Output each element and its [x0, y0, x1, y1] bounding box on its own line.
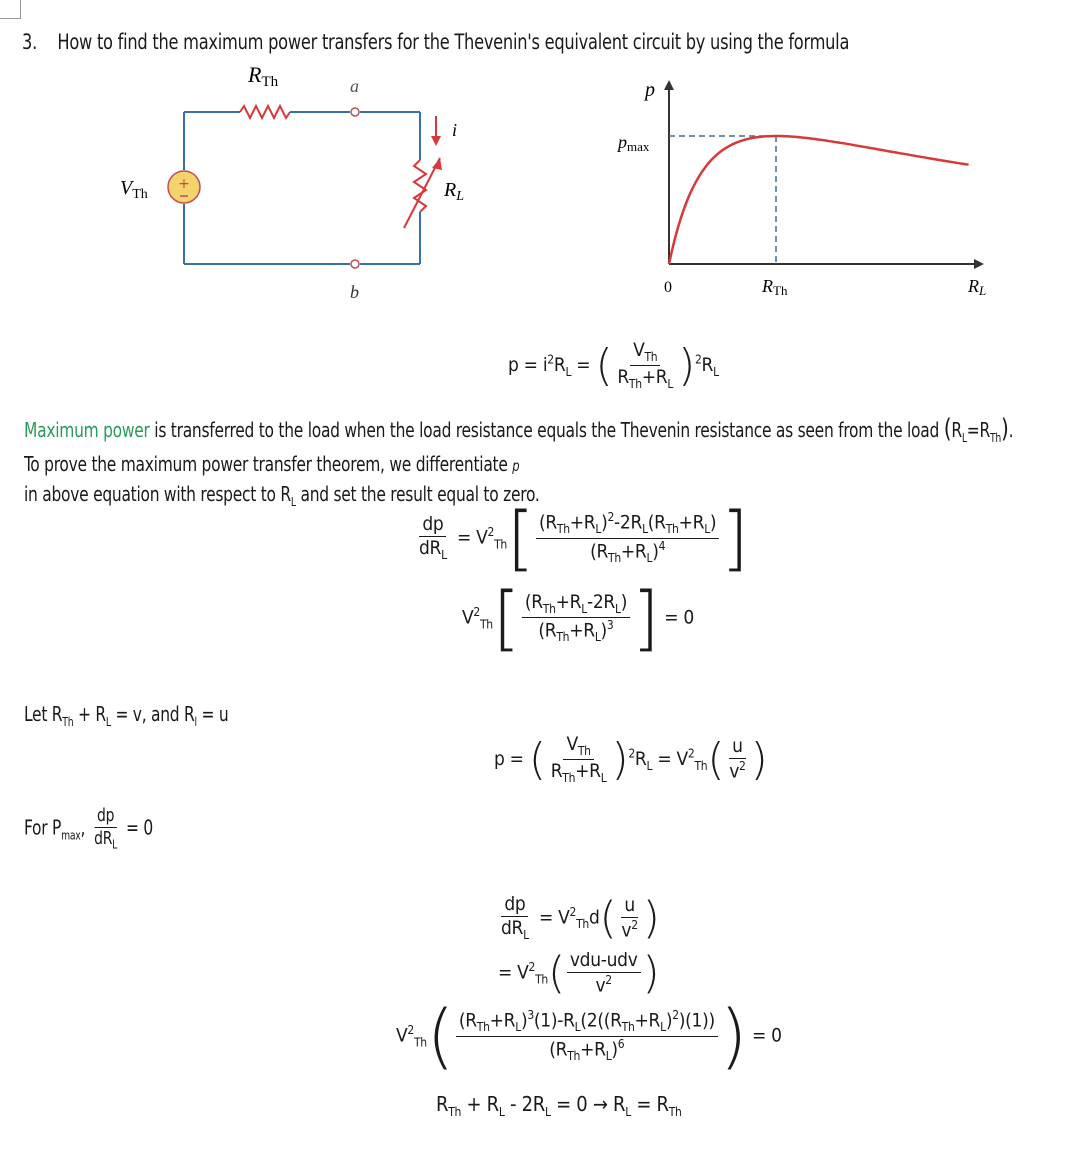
prove-line-1-text: To prove the maximum power transfer theorem, we differentiate [24, 452, 508, 476]
prove-line-1-p: p [512, 457, 520, 475]
terminal-a [351, 108, 359, 116]
label-current-i: i [452, 120, 458, 140]
variable-arrow-head [432, 158, 442, 170]
power-curve [669, 136, 969, 264]
for-pmax-text: For P [24, 815, 62, 840]
let-text: Let R [24, 702, 63, 726]
x-axis-label-rl: RL [968, 276, 987, 298]
prove-line-2-end: and set the result equal to zero. [300, 482, 540, 506]
prove-line-2: in above equation with respect to $R_L$ and set the result equal to zero. [24, 482, 540, 509]
circuit-diagram [184, 106, 426, 264]
equation-derivative: $\frac{dp}{dR_L}$ = $V^2_{Th}$[ $\frac{(R_{Th}+R_L)^2-2R_L(R_{Th}+R_L)}{(R_{Th}+R_L)^4}$ ] [419, 497, 749, 579]
max-power-highlight: Maximum power [24, 418, 150, 442]
label-vth-sub: Th [132, 187, 148, 202]
for-pmax-sub: max [61, 828, 81, 843]
terminal-b [351, 260, 359, 268]
label-node-a: a [350, 76, 359, 96]
label-rl [443, 179, 464, 204]
equation-power-uv: p = ( $\frac{V_{Th}}{R_{Th}+R_L}$ )$^2R_L = V^2_{Th}$( $\frac{u}{v^2}$ ) [494, 733, 768, 785]
label-node-b: b [350, 282, 359, 302]
equation-quotient-expanded: $V^2_{Th}$( $\frac{(R_{Th}+R_L)^3(1)-R_L(2((R_{Th}+R_L)^2)(1))}{(R_{Th}+R_L)^6}$ ) = 0 [396, 995, 782, 1077]
let-substitution: Let $R_{Th} + R_L = v$, and $R_l = u$ [24, 702, 229, 729]
max-power-rest: is transferred to the load when the load resistance equals the Thevenin resistance as seen from the load [154, 418, 940, 442]
label-vth [120, 177, 148, 202]
label-rl-sub: L [456, 189, 465, 204]
equation-derivative-simplified: $V^2_{Th}$[ $\frac{(R_{Th}+R_L-2R_L)}{(R_{Th}+R_L)^3}$ ] = 0 [462, 577, 694, 659]
for-pmax-condition: For $P_{max}$, $\frac{dp}{dR_L}$ = 0 [24, 805, 153, 852]
question-text: How to find the maximum power transfers for the Thevenin's equivalent circuit by using the formula [57, 30, 850, 54]
prove-line-1 [24, 452, 519, 476]
question-number: 3. [22, 30, 37, 54]
y-axis-arrow [664, 80, 674, 90]
resistor-rth-symbol [240, 106, 290, 118]
figure-circuit-and-graph [0, 0, 1080, 310]
label-rth-main: R [248, 62, 262, 87]
label-pmax: pmax [618, 132, 650, 154]
source-plus-sign: + [178, 176, 190, 192]
current-arrow-head [431, 136, 441, 146]
power-vs-rl-chart [616, 79, 986, 298]
max-power-condition: $(R_L=R_{Th})$. [943, 414, 1014, 445]
for-pmax-equals-zero: = 0 [126, 815, 153, 840]
equation-power: $p = i^2R_L$ = ( $\frac{V_{Th}}{R_{Th}+R_L}$ )$^2R_L$ [508, 339, 719, 391]
x-axis-arrow [974, 259, 984, 269]
equation-quotient-1: $\frac{dp}{dR_L}$ = $V^2_{Th}d$( $\frac{u}{v^2}$ ) [501, 892, 660, 944]
prove-line-2-text: in above equation with respect to R [24, 482, 291, 506]
y-axis-label-p: p [645, 79, 655, 101]
max-power-statement [24, 414, 1013, 445]
let-v: = v, and R [115, 702, 195, 726]
label-rth [247, 62, 279, 90]
label-vth-main: V [120, 177, 133, 199]
x-tick-rth: RTh [762, 276, 788, 298]
label-rl-main: R [444, 179, 457, 201]
label-rth-sub: Th [261, 74, 279, 90]
x-tick-zero: 0 [664, 279, 672, 296]
equation-final-result: $R_{Th} + R_L - 2R_L = 0 \to R_L = R_{Th}$ [436, 1092, 682, 1119]
equation-quotient-2: = $V^2_{Th}$( $\frac{\text{vdu-udv}}{v^2}$ ) [498, 947, 660, 999]
let-rest: + R [77, 702, 106, 726]
let-u: = u [201, 702, 229, 726]
